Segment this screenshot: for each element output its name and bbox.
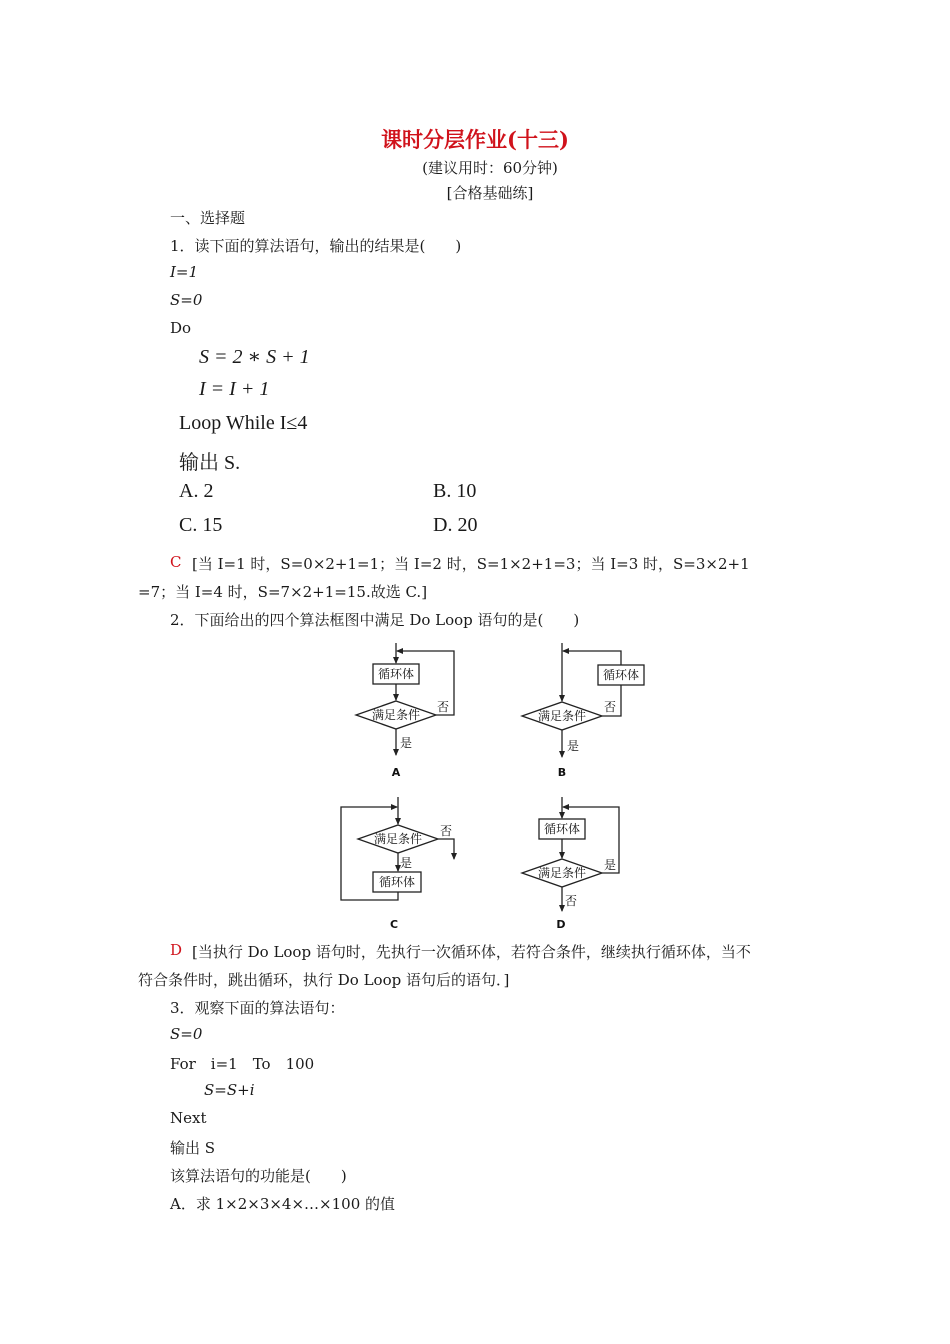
- q3-code-line-3: S=S+i: [204, 1081, 255, 1099]
- b-cond-label: 满足条件: [537, 709, 587, 723]
- q1-option-a: A. 2: [179, 480, 214, 502]
- q1-code-line-3: Do: [170, 319, 192, 337]
- d-yes-label: 是: [603, 858, 617, 872]
- q1-code-line-1: I=1: [170, 263, 199, 281]
- a-no-label: 否: [436, 700, 450, 714]
- q1-answer: C: [170, 553, 182, 571]
- c-no-label: 否: [439, 824, 453, 838]
- figure-label-a: A: [391, 766, 401, 779]
- q1-option-b: B. 10: [433, 480, 477, 502]
- time-note: (建议用时：60分钟): [422, 159, 558, 177]
- q3-code-line-5: 输出 S: [170, 1139, 216, 1157]
- c-yes-label: 是: [399, 856, 413, 870]
- a-cond-label: 满足条件: [371, 708, 421, 722]
- q1-explanation-line-1: [当 I=1 时，S=0×2+1=1；当 I=2 时，S=1×2+1=3；当 I=3 时，S=3×2+1: [192, 555, 750, 573]
- q2-explanation-line-2: 符合条件时，跳出循环，执行 Do Loop 语句后的语句．]: [138, 971, 510, 989]
- d-body-label: 循环体: [543, 822, 581, 836]
- q2-answer: D: [170, 941, 183, 959]
- d-cond-label: 满足条件: [537, 866, 587, 880]
- q1-body-line-1: S = 2 ∗ S + 1: [199, 346, 310, 368]
- q3-code-line-4: Next: [170, 1109, 207, 1127]
- q3-code-line-2: For i=1 To 100: [170, 1055, 315, 1073]
- q3-question: 该算法语句的功能是( ): [170, 1167, 347, 1185]
- q3-code-line-1: S=0: [170, 1025, 203, 1043]
- c-body-label: 循环体: [378, 875, 416, 889]
- q3-option-a: A．求 1×2×3×4×…×100 的值: [170, 1195, 396, 1213]
- q3-stem: 3．观察下面的算法语句：: [170, 999, 345, 1017]
- q2-stem: 2．下面给出的四个算法框图中满足 Do Loop 语句的是( ): [170, 611, 580, 629]
- b-yes-label: 是: [566, 739, 580, 753]
- q1-output-line: 输出 S.: [179, 452, 241, 474]
- q1-explanation-line-2: =7；当 I=4 时，S=7×2+1=15.故选 C.]: [138, 583, 428, 601]
- figure-label-d: D: [556, 918, 566, 931]
- q1-stem: 1．读下面的算法语句，输出的结果是( ): [170, 237, 462, 255]
- page-title: 课时分层作业(十三): [381, 127, 569, 152]
- q2-explanation-line-1: [当执行 Do Loop 语句时，先执行一次循环体，若符合条件，继续执行循环体，当不: [192, 943, 751, 961]
- a-body-label: 循环体: [377, 667, 415, 681]
- q1-option-c: C. 15: [179, 514, 223, 536]
- c-cond-label: 满足条件: [373, 832, 423, 846]
- figure-label-b: B: [557, 766, 567, 779]
- a-yes-label: 是: [399, 736, 413, 750]
- figure-label-c: C: [389, 918, 399, 931]
- q2-flowcharts: [330, 635, 650, 935]
- q1-code-line-2: S=0: [170, 291, 203, 309]
- q1-body-line-2: I = I + 1: [199, 378, 270, 400]
- level-label: [合格基础练]: [446, 184, 534, 202]
- b-no-label: 否: [603, 700, 617, 714]
- q1-loop-line: Loop While I≤4: [179, 412, 308, 434]
- section-heading: 一、选择题: [170, 209, 246, 227]
- d-no-label: 否: [564, 894, 578, 908]
- b-body-label: 循环体: [602, 668, 640, 682]
- q1-option-d: D. 20: [433, 514, 478, 536]
- flowchart-b: [522, 643, 644, 757]
